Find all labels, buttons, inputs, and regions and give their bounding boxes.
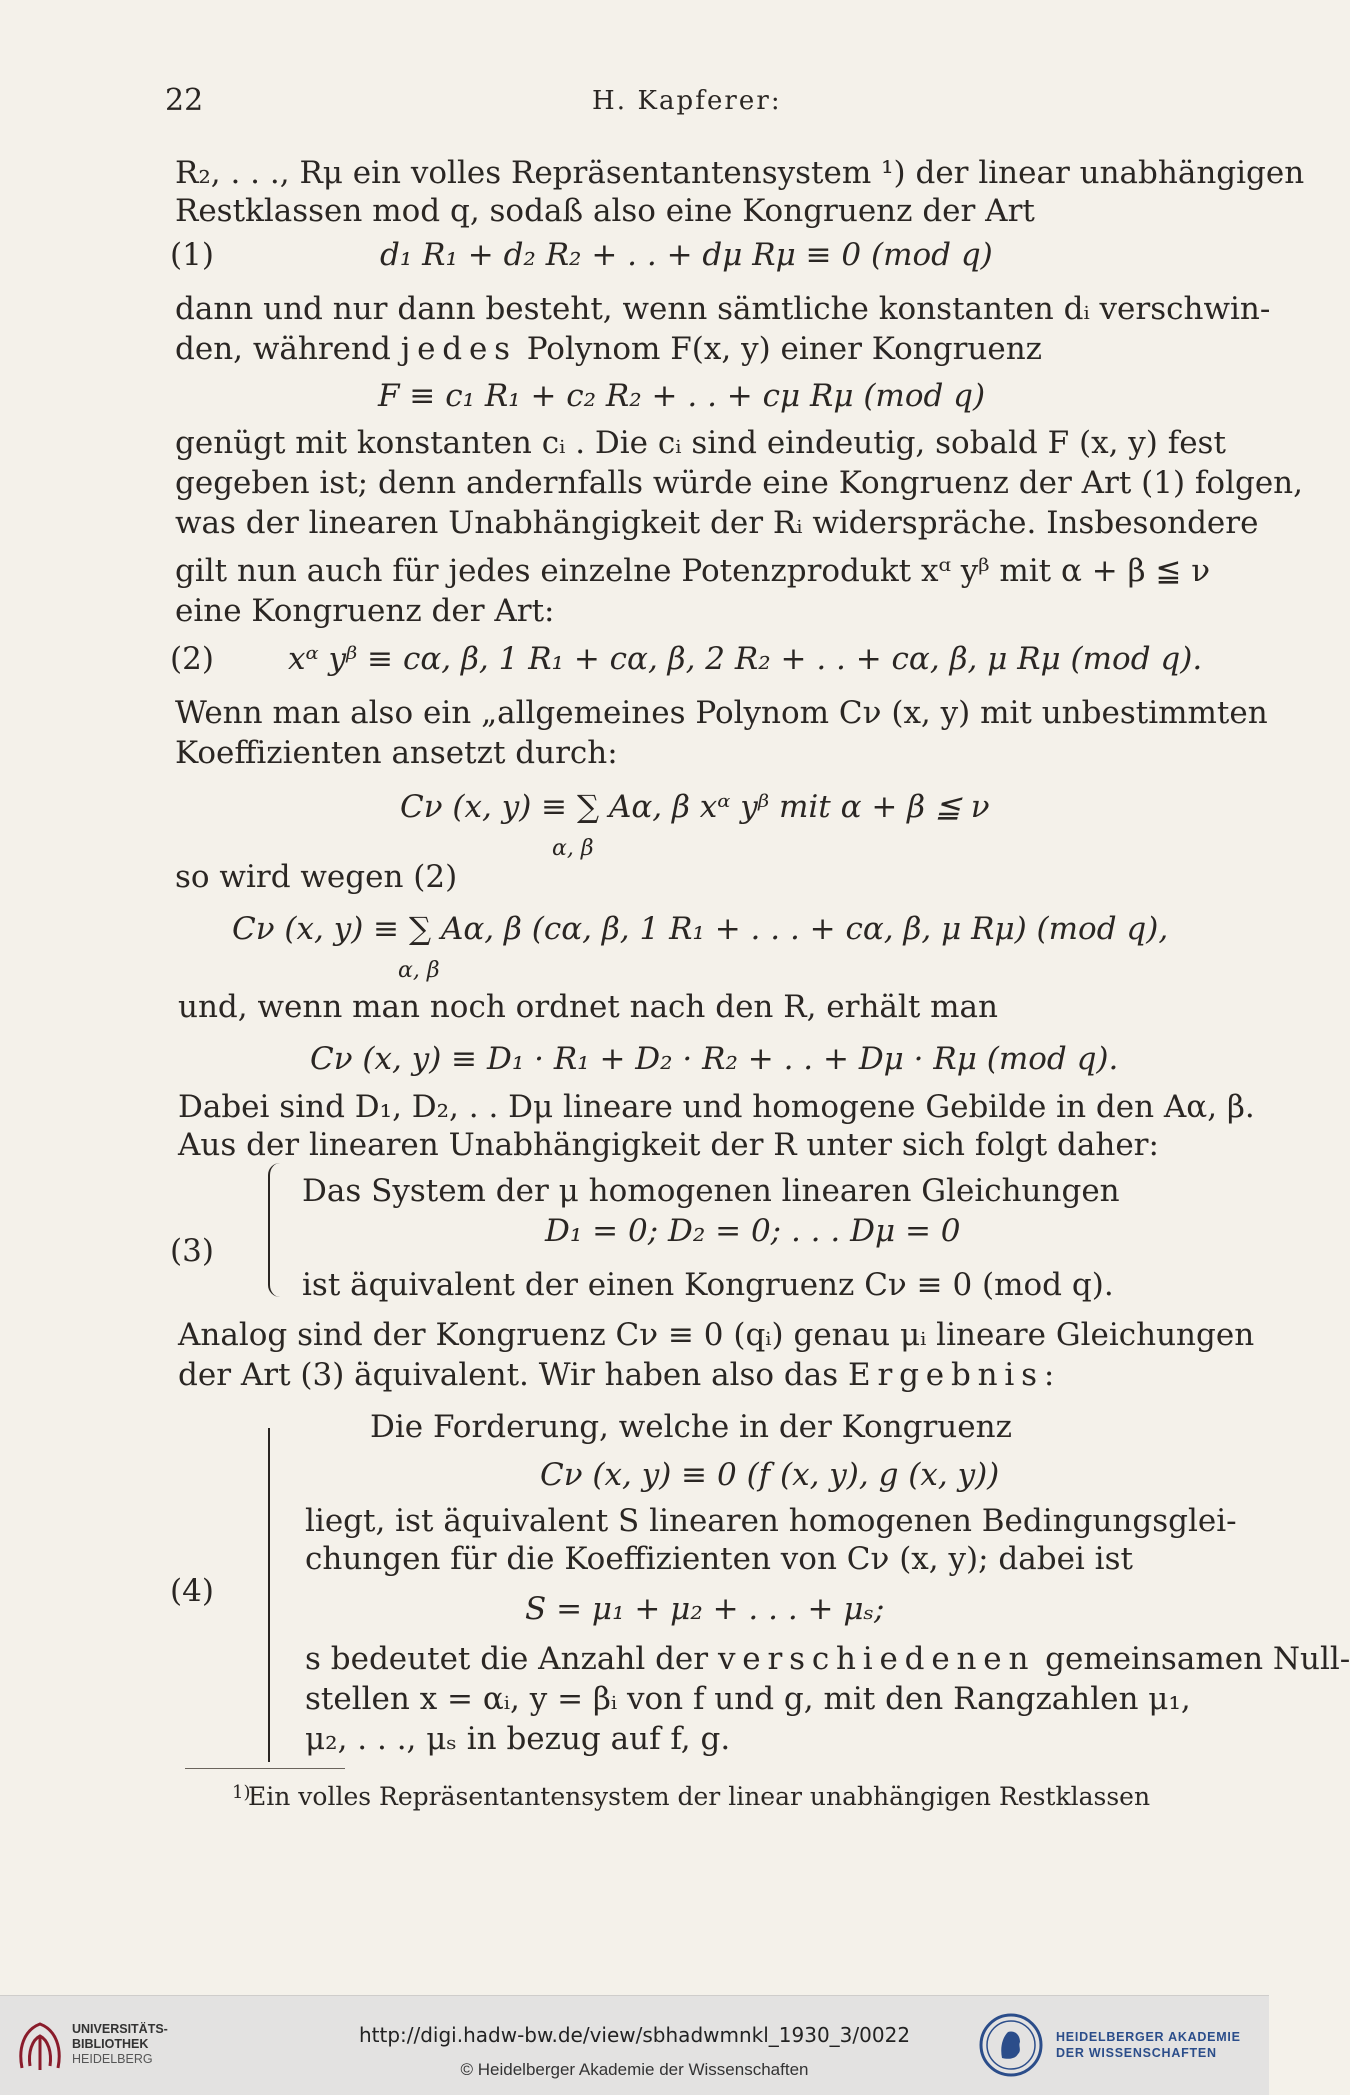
text-line: Aus der linearen Unabhängigkeit der R unter sich folgt daher: — [178, 1127, 1159, 1163]
text-line: stellen x = αᵢ, y = βᵢ von f und g, mit den Rangzahlen μ₁, — [305, 1681, 1191, 1717]
equation: D₁ = 0; D₂ = 0; . . . Dμ = 0 — [545, 1213, 961, 1249]
text-line: Koeffizienten ansetzt durch: — [175, 735, 618, 771]
academy-seal-icon[interactable] — [978, 2012, 1044, 2078]
text-span: Polynom F(x, y) einer Kongruenz — [526, 331, 1043, 367]
equation-label: (4) — [170, 1573, 214, 1609]
text-line: ist äquivalent der einen Kongruenz Cν ≡ 0 (mod q). — [302, 1267, 1114, 1303]
text-line: Analog sind der Kongruenz Cν ≡ 0 (qᵢ) genau μᵢ lineare Gleichungen — [178, 1317, 1255, 1353]
equation: xᵅ yᵝ ≡ cα, β, 1 R₁ + cα, β, 2 R₂ + . . + cα, β, μ Rμ (mod q). — [288, 641, 1203, 677]
academy-name-line: HEIDELBERGER AKADEMIE — [1056, 2030, 1241, 2044]
text-line — [178, 1356, 1061, 1394]
left-bracket — [268, 1428, 276, 1762]
text-line: R₂, . . ., Rμ ein volles Repräsentantensystem ¹) der linear unabhängigen — [175, 155, 1305, 191]
copyright-notice: © Heidelberger Akademie der Wissenschaften — [460, 2060, 809, 2079]
library-name-line: UNIVERSITÄTS- — [72, 2022, 168, 2036]
sum-index: α, β — [398, 958, 440, 983]
text-line: Restklassen mod q, sodaß also eine Kongruenz der Art — [175, 193, 1035, 229]
sum-index: α, β — [552, 836, 594, 861]
emphasis-spaced: jedes — [400, 331, 517, 367]
text-line: Die Forderung, welche in der Kongruenz — [370, 1409, 1012, 1445]
text-span: s bedeutet die Anzahl der — [305, 1641, 709, 1677]
emphasis-spaced: Ergebnis: — [848, 1357, 1062, 1393]
emphasis-spaced: verschiedenen — [717, 1641, 1036, 1677]
footnote-rule — [185, 1768, 345, 1769]
text-line: und, wenn man noch ordnet nach den R, erhält man — [178, 989, 998, 1025]
text-line: μ₂, . . ., μₛ in bezug auf f, g. — [305, 1721, 731, 1757]
text-line: genügt mit konstanten cᵢ . Die cᵢ sind eindeutig, sobald F (x, y) fest — [175, 425, 1226, 461]
document-url-link[interactable]: http://digi.hadw-bw.de/view/sbhadwmnkl_1930_3/0022 — [358, 2023, 911, 2047]
text-line: gegeben ist; denn andernfalls würde eine Kongruenz der Art (1) folgen, — [175, 465, 1303, 501]
text-line: Dabei sind D₁, D₂, . . Dμ lineare und homogene Gebilde in den Aα, β. — [178, 1089, 1255, 1125]
equation-label: (1) — [170, 237, 214, 273]
library-name-line: HEIDELBERG — [72, 2052, 153, 2066]
running-title: H. Kapferer: — [592, 86, 782, 116]
text-line: chungen für die Koeffizienten von Cν (x, y); dabei ist — [305, 1541, 1133, 1577]
equation: F ≡ c₁ R₁ + c₂ R₂ + . . + cμ Rμ (mod q) — [378, 378, 986, 414]
left-brace — [268, 1163, 284, 1297]
text-line — [305, 1640, 1350, 1678]
footnote-marker: 1) — [232, 1782, 251, 1803]
equation-label: (3) — [170, 1233, 214, 1269]
equation: Cν (x, y) ≡ 0 (f (x, y), g (x, y)) — [540, 1457, 1000, 1493]
text-line: dann und nur dann besteht, wenn sämtliche konstanten dᵢ verschwin- — [175, 291, 1271, 327]
text-span: den, während — [175, 331, 391, 367]
text-line: was der linearen Unabhängigkeit der Rᵢ widerspräche. Insbesondere — [175, 505, 1259, 541]
text-line — [175, 330, 1042, 368]
library-name-line: BIBLIOTHEK — [72, 2037, 149, 2051]
equation: Cν (x, y) ≡ D₁ · R₁ + D₂ · R₂ + . . + Dμ · Rμ (mod q). — [310, 1041, 1119, 1077]
text-line: liegt, ist äquivalent S linearen homogenen Bedingungsglei- — [305, 1503, 1237, 1539]
text-line: Das System der μ homogenen linearen Gleichungen — [302, 1173, 1120, 1209]
academy-name — [1056, 2029, 1241, 2061]
footnote-text: Ein volles Repräsentantensystem der linear unabhängigen Restklassen — [248, 1782, 1151, 1811]
equation-label: (2) — [170, 641, 214, 677]
text-line: so wird wegen (2) — [175, 859, 458, 895]
text-line: eine Kongruenz der Art: — [175, 593, 555, 629]
equation: Cν (x, y) ≡ ∑ Aα, β xᵅ yᵝ mit α + β ≦ ν — [400, 789, 990, 825]
viewer-footer-bar — [0, 1995, 1269, 2095]
text-line: Wenn man also ein „allgemeines Polynom Cν (x, y) mit unbestimmten — [175, 695, 1268, 731]
text-span: der Art (3) äquivalent. Wir haben also das — [178, 1357, 839, 1393]
text-span: gemeinsamen Null- — [1045, 1641, 1350, 1677]
equation: d₁ R₁ + d₂ R₂ + . . + dμ Rμ ≡ 0 (mod q) — [380, 237, 993, 273]
text-line: gilt nun auch für jedes einzelne Potenzprodukt xᵅ yᵝ mit α + β ≦ ν — [175, 553, 1211, 589]
equation: Cν (x, y) ≡ ∑ Aα, β (cα, β, 1 R₁ + . . . + cα, β, μ Rμ) (mod q), — [232, 911, 1169, 947]
academy-name-line: DER WISSENSCHAFTEN — [1056, 2046, 1217, 2060]
page-number: 22 — [165, 83, 204, 118]
equation: S = μ₁ + μ₂ + . . . + μₛ; — [525, 1591, 885, 1627]
